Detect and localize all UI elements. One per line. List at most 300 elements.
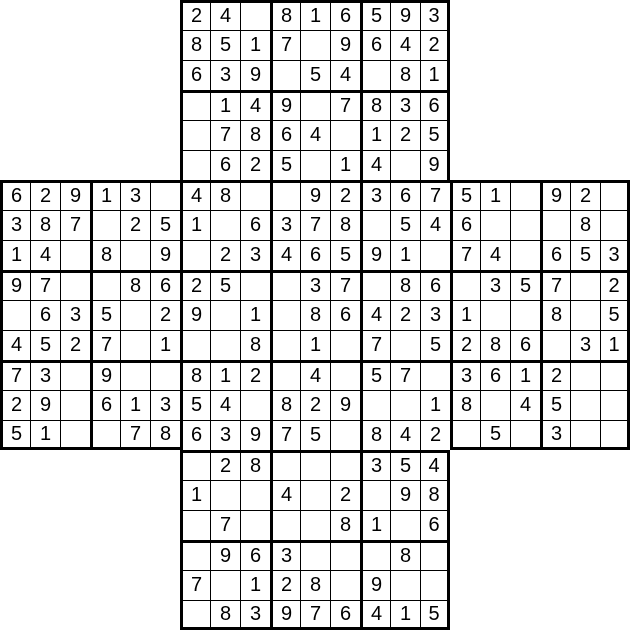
board-gap (150, 540, 180, 570)
board-gap (510, 450, 540, 480)
sudoku-cell-r4-c6[interactable] (180, 120, 210, 150)
sudoku-cell-r1-c12: 6 (360, 30, 390, 60)
sudoku-cell-r16-c12[interactable] (360, 480, 390, 510)
sudoku-cell-r8-c17[interactable] (510, 240, 540, 270)
sudoku-cell-r10-c12: 4 (360, 300, 390, 330)
board-gap (30, 570, 60, 600)
sudoku-cell-r3-c6[interactable] (180, 90, 210, 120)
sudoku-cell-r7-c3[interactable] (90, 210, 120, 240)
sudoku-cell-r20-c13: 1 (390, 600, 420, 630)
board-gap (450, 30, 480, 60)
sudoku-cell-r5-c9: 5 (270, 150, 300, 180)
sudoku-cell-r14-c5: 8 (150, 420, 180, 450)
sudoku-cell-r14-c7: 3 (210, 420, 240, 450)
sudoku-cell-r7-c11: 8 (330, 210, 360, 240)
sudoku-cell-r7-c14: 4 (420, 210, 450, 240)
sudoku-cell-r16-c11: 2 (330, 480, 360, 510)
sudoku-cell-r2-c13: 8 (390, 60, 420, 90)
sudoku-cell-r15-c9[interactable] (270, 450, 300, 480)
sudoku-cell-r7-c9: 3 (270, 210, 300, 240)
board-gap (150, 30, 180, 60)
sudoku-cell-r12-c9[interactable] (270, 360, 300, 390)
sudoku-cell-r9-c17: 5 (510, 270, 540, 300)
sudoku-cell-r5-c10[interactable] (300, 150, 330, 180)
board-gap (0, 450, 30, 480)
board-gap (90, 30, 120, 60)
sudoku-cell-r3-c10[interactable] (300, 90, 330, 120)
sudoku-cell-r8-c7: 2 (210, 240, 240, 270)
sudoku-cell-r1-c7: 5 (210, 30, 240, 60)
sudoku-cell-r8-c18: 6 (540, 240, 570, 270)
sudoku-cell-r7-c0: 3 (0, 210, 30, 240)
sudoku-cell-r11-c14: 5 (420, 330, 450, 360)
board-gap (0, 510, 30, 540)
sudoku-cell-r7-c4: 2 (120, 210, 150, 240)
sudoku-cell-r15-c6[interactable] (180, 450, 210, 480)
board-gap (510, 0, 540, 30)
board-gap (90, 570, 120, 600)
sudoku-cell-r7-c17[interactable] (510, 210, 540, 240)
sudoku-cell-r14-c11[interactable] (330, 420, 360, 450)
sudoku-cell-r14-c18: 3 (540, 420, 570, 450)
board-gap (540, 90, 570, 120)
sudoku-cell-r8-c3: 8 (90, 240, 120, 270)
sudoku-cell-r17-c8[interactable] (240, 510, 270, 540)
board-gap (60, 480, 90, 510)
sudoku-cell-r7-c18[interactable] (540, 210, 570, 240)
sudoku-cell-r18-c7: 9 (210, 540, 240, 570)
board-gap (0, 150, 30, 180)
sudoku-cell-r12-c2[interactable] (60, 360, 90, 390)
sudoku-cell-r12-c5[interactable] (150, 360, 180, 390)
sudoku-cell-r6-c0: 6 (0, 180, 30, 210)
board-gap (150, 510, 180, 540)
sudoku-cell-r6-c8[interactable] (240, 180, 270, 210)
sudoku-cell-r8-c20: 3 (600, 240, 630, 270)
sudoku-cell-r10-c10: 8 (300, 300, 330, 330)
sudoku-cell-r12-c13: 7 (390, 360, 420, 390)
board-gap (540, 600, 570, 630)
sudoku-cell-r4-c10: 4 (300, 120, 330, 150)
sudoku-cell-r11-c17: 6 (510, 330, 540, 360)
sudoku-cell-r10-c7[interactable] (210, 300, 240, 330)
sudoku-cell-r9-c15[interactable] (450, 270, 480, 300)
board-gap (600, 30, 630, 60)
sudoku-cell-r13-c15: 8 (450, 390, 480, 420)
sudoku-cell-r6-c16: 1 (480, 180, 510, 210)
sudoku-cell-r0-c9: 8 (270, 0, 300, 30)
sudoku-cell-r12-c11[interactable] (330, 360, 360, 390)
sudoku-cell-r11-c2: 2 (60, 330, 90, 360)
board-gap (570, 0, 600, 30)
sudoku-cell-r14-c9: 7 (270, 420, 300, 450)
sudoku-cell-r1-c6: 8 (180, 30, 210, 60)
sudoku-cell-r2-c12[interactable] (360, 60, 390, 90)
sudoku-cell-r13-c12[interactable] (360, 390, 390, 420)
board-gap (60, 570, 90, 600)
board-gap (480, 90, 510, 120)
sudoku-cell-r9-c6: 2 (180, 270, 210, 300)
board-gap (600, 600, 630, 630)
sudoku-cell-r6-c12: 3 (360, 180, 390, 210)
sudoku-cell-r15-c14: 4 (420, 450, 450, 480)
board-gap (600, 120, 630, 150)
sudoku-cell-r9-c9[interactable] (270, 270, 300, 300)
sudoku-cell-r20-c14: 5 (420, 600, 450, 630)
sudoku-cell-r0-c7: 4 (210, 0, 240, 30)
sudoku-cell-r10-c3: 5 (90, 300, 120, 330)
sudoku-cell-r0-c8[interactable] (240, 0, 270, 30)
sudoku-cell-r6-c9[interactable] (270, 180, 300, 210)
board-gap (90, 480, 120, 510)
sudoku-cell-r8-c15: 7 (450, 240, 480, 270)
board-gap (570, 450, 600, 480)
board-gap (450, 60, 480, 90)
board-gap (570, 120, 600, 150)
sudoku-cell-r14-c4: 7 (120, 420, 150, 450)
sudoku-cell-r2-c6: 6 (180, 60, 210, 90)
sudoku-cell-r11-c18[interactable] (540, 330, 570, 360)
sudoku-cell-r12-c8: 2 (240, 360, 270, 390)
sudoku-cell-r8-c10: 6 (300, 240, 330, 270)
board-gap (450, 120, 480, 150)
sudoku-cell-r12-c6: 8 (180, 360, 210, 390)
sudoku-cell-r13-c19[interactable] (570, 390, 600, 420)
sudoku-cell-r8-c14[interactable] (420, 240, 450, 270)
sudoku-cell-r18-c9: 3 (270, 540, 300, 570)
board-gap (120, 0, 150, 30)
board-gap (60, 540, 90, 570)
sudoku-cell-r9-c16: 3 (480, 270, 510, 300)
sudoku-cell-r4-c13: 2 (390, 120, 420, 150)
sudoku-cell-r10-c4[interactable] (120, 300, 150, 330)
sudoku-cell-r11-c1: 5 (30, 330, 60, 360)
sudoku-cell-r17-c9[interactable] (270, 510, 300, 540)
board-gap (540, 480, 570, 510)
sudoku-cell-r16-c8[interactable] (240, 480, 270, 510)
board-gap (30, 540, 60, 570)
board-gap (0, 600, 30, 630)
board-gap (90, 450, 120, 480)
sudoku-cell-r13-c18: 5 (540, 390, 570, 420)
board-gap (570, 480, 600, 510)
board-gap (540, 60, 570, 90)
sudoku-cell-r20-c6[interactable] (180, 600, 210, 630)
board-gap (510, 570, 540, 600)
sudoku-cell-r15-c10[interactable] (300, 450, 330, 480)
board-gap (120, 90, 150, 120)
sudoku-cell-r14-c15[interactable] (450, 420, 480, 450)
board-gap (60, 30, 90, 60)
sudoku-cell-r9-c2[interactable] (60, 270, 90, 300)
sudoku-cell-r18-c6[interactable] (180, 540, 210, 570)
board-gap (540, 120, 570, 150)
sudoku-cell-r11-c9[interactable] (270, 330, 300, 360)
sudoku-cell-r14-c2[interactable] (60, 420, 90, 450)
board-gap (480, 150, 510, 180)
sudoku-cell-r6-c2: 9 (60, 180, 90, 210)
sudoku-cell-r16-c7[interactable] (210, 480, 240, 510)
board-gap (450, 150, 480, 180)
sudoku-cell-r11-c13[interactable] (390, 330, 420, 360)
board-gap (90, 60, 120, 90)
sudoku-cell-r11-c19: 3 (570, 330, 600, 360)
sudoku-cell-r10-c17[interactable] (510, 300, 540, 330)
board-gap (540, 150, 570, 180)
sudoku-cell-r4-c14: 5 (420, 120, 450, 150)
sudoku-cell-r9-c19[interactable] (570, 270, 600, 300)
board-gap (150, 60, 180, 90)
board-gap (600, 480, 630, 510)
sudoku-cell-r1-c13: 4 (390, 30, 420, 60)
sudoku-cell-r8-c4[interactable] (120, 240, 150, 270)
sudoku-cell-r13-c16[interactable] (480, 390, 510, 420)
sudoku-cell-r14-c6: 6 (180, 420, 210, 450)
sudoku-cell-r10-c16[interactable] (480, 300, 510, 330)
sudoku-cell-r13-c8[interactable] (240, 390, 270, 420)
sudoku-cell-r3-c11: 7 (330, 90, 360, 120)
sudoku-cell-r14-c20[interactable] (600, 420, 630, 450)
sudoku-cell-r7-c12[interactable] (360, 210, 390, 240)
sudoku-cell-r4-c11[interactable] (330, 120, 360, 150)
sudoku-cell-r14-c17[interactable] (510, 420, 540, 450)
sudoku-cell-r7-c20[interactable] (600, 210, 630, 240)
sudoku-cell-r12-c14[interactable] (420, 360, 450, 390)
board-gap (30, 510, 60, 540)
sudoku-cell-r20-c10: 7 (300, 600, 330, 630)
sudoku-cell-r10-c8: 1 (240, 300, 270, 330)
sudoku-cell-r20-c12: 4 (360, 600, 390, 630)
sudoku-cell-r14-c16: 5 (480, 420, 510, 450)
sudoku-cell-r17-c13[interactable] (390, 510, 420, 540)
sudoku-cell-r18-c12[interactable] (360, 540, 390, 570)
sudoku-cell-r14-c19[interactable] (570, 420, 600, 450)
board-gap (30, 0, 60, 30)
sudoku-cell-r7-c16[interactable] (480, 210, 510, 240)
sudoku-cell-r15-c12: 3 (360, 450, 390, 480)
sudoku-cell-r13-c2[interactable] (60, 390, 90, 420)
sudoku-cell-r0-c12: 5 (360, 0, 390, 30)
sudoku-cell-r15-c8: 8 (240, 450, 270, 480)
sudoku-cell-r8-c9: 4 (270, 240, 300, 270)
sudoku-cell-r15-c7: 2 (210, 450, 240, 480)
sudoku-cell-r9-c13: 8 (390, 270, 420, 300)
sudoku-cell-r2-c9[interactable] (270, 60, 300, 90)
board-gap (120, 120, 150, 150)
board-gap (90, 90, 120, 120)
sudoku-cell-r19-c11[interactable] (330, 570, 360, 600)
sudoku-cell-r0-c6: 2 (180, 0, 210, 30)
sudoku-cell-r6-c5[interactable] (150, 180, 180, 210)
sudoku-cell-r12-c17: 1 (510, 360, 540, 390)
board-gap (0, 0, 30, 30)
sudoku-cell-r16-c10[interactable] (300, 480, 330, 510)
sudoku-cell-r8-c2[interactable] (60, 240, 90, 270)
sudoku-cell-r7-c13: 5 (390, 210, 420, 240)
board-gap (600, 150, 630, 180)
sudoku-cell-r10-c0[interactable] (0, 300, 30, 330)
sudoku-cell-r5-c12: 4 (360, 150, 390, 180)
sudoku-cell-r12-c10: 4 (300, 360, 330, 390)
board-gap (150, 0, 180, 30)
board-gap (90, 600, 120, 630)
sudoku-cell-r8-c0: 1 (0, 240, 30, 270)
board-gap (570, 90, 600, 120)
sudoku-cell-r1-c10[interactable] (300, 30, 330, 60)
sudoku-cell-r6-c4: 3 (120, 180, 150, 210)
sudoku-cell-r5-c8: 2 (240, 150, 270, 180)
sudoku-cell-r6-c17[interactable] (510, 180, 540, 210)
sudoku-cell-r12-c15: 3 (450, 360, 480, 390)
board-gap (120, 540, 150, 570)
sudoku-cell-r11-c10: 1 (300, 330, 330, 360)
board-gap (600, 450, 630, 480)
board-gap (60, 510, 90, 540)
board-gap (0, 90, 30, 120)
sudoku-cell-r14-c1: 1 (30, 420, 60, 450)
sudoku-cell-r18-c14[interactable] (420, 540, 450, 570)
sudoku-cell-r16-c9: 4 (270, 480, 300, 510)
sudoku-cell-r6-c20[interactable] (600, 180, 630, 210)
sudoku-cell-r5-c13[interactable] (390, 150, 420, 180)
sudoku-cell-r12-c7: 1 (210, 360, 240, 390)
board-gap (450, 570, 480, 600)
board-gap (60, 150, 90, 180)
board-gap (600, 540, 630, 570)
sudoku-cell-r10-c14: 3 (420, 300, 450, 330)
sudoku-cell-r13-c20[interactable] (600, 390, 630, 420)
board-gap (540, 450, 570, 480)
sudoku-cell-r11-c16: 8 (480, 330, 510, 360)
sudoku-cell-r9-c1: 7 (30, 270, 60, 300)
board-gap (0, 60, 30, 90)
board-gap (570, 540, 600, 570)
sudoku-cell-r18-c10[interactable] (300, 540, 330, 570)
board-gap (90, 510, 120, 540)
board-gap (480, 510, 510, 540)
sudoku-cell-r11-c7[interactable] (210, 330, 240, 360)
board-gap (510, 90, 540, 120)
sudoku-cell-r3-c13: 3 (390, 90, 420, 120)
sudoku-cell-r11-c11[interactable] (330, 330, 360, 360)
board-gap (120, 480, 150, 510)
board-gap (150, 600, 180, 630)
sudoku-cell-r14-c0: 5 (0, 420, 30, 450)
sudoku-cell-r10-c19[interactable] (570, 300, 600, 330)
sudoku-cell-r20-c8: 3 (240, 600, 270, 630)
sudoku-cell-r15-c13: 5 (390, 450, 420, 480)
sudoku-cell-r7-c10: 7 (300, 210, 330, 240)
sudoku-cell-r18-c11[interactable] (330, 540, 360, 570)
sudoku-cell-r9-c3[interactable] (90, 270, 120, 300)
sudoku-cell-r9-c5: 6 (150, 270, 180, 300)
sudoku-cell-r9-c4: 8 (120, 270, 150, 300)
sudoku-cell-r12-c19[interactable] (570, 360, 600, 390)
sudoku-cell-r7-c19: 8 (570, 210, 600, 240)
board-gap (150, 90, 180, 120)
sudoku-cell-r14-c3[interactable] (90, 420, 120, 450)
board-gap (540, 510, 570, 540)
sudoku-cell-r11-c0: 4 (0, 330, 30, 360)
board-gap (570, 600, 600, 630)
sudoku-cell-r19-c7[interactable] (210, 570, 240, 600)
sudoku-cell-r11-c6[interactable] (180, 330, 210, 360)
sudoku-cell-r7-c15: 6 (450, 210, 480, 240)
sudoku-cell-r11-c4[interactable] (120, 330, 150, 360)
sudoku-cell-r6-c6: 4 (180, 180, 210, 210)
sudoku-cell-r12-c18: 2 (540, 360, 570, 390)
sudoku-cell-r16-c14: 8 (420, 480, 450, 510)
sudoku-cell-r13-c6: 5 (180, 390, 210, 420)
sudoku-cell-r13-c7: 4 (210, 390, 240, 420)
sudoku-cell-r5-c6[interactable] (180, 150, 210, 180)
board-gap (480, 30, 510, 60)
sudoku-cell-r7-c2: 7 (60, 210, 90, 240)
sudoku-cell-r10-c9[interactable] (270, 300, 300, 330)
sudoku-cell-r9-c8[interactable] (240, 270, 270, 300)
board-gap (90, 0, 120, 30)
board-gap (600, 0, 630, 30)
board-gap (450, 0, 480, 30)
board-gap (510, 540, 540, 570)
sudoku-cell-r19-c10: 8 (300, 570, 330, 600)
sudoku-cell-r8-c6[interactable] (180, 240, 210, 270)
sudoku-cell-r19-c14[interactable] (420, 570, 450, 600)
sudoku-cell-r15-c11[interactable] (330, 450, 360, 480)
board-gap (0, 30, 30, 60)
sudoku-cell-r17-c10[interactable] (300, 510, 330, 540)
sudoku-cell-r3-c14: 6 (420, 90, 450, 120)
sudoku-cell-r6-c18: 9 (540, 180, 570, 210)
board-gap (60, 450, 90, 480)
sudoku-cell-r16-c6: 1 (180, 480, 210, 510)
sudoku-cell-r7-c5: 5 (150, 210, 180, 240)
sudoku-cell-r12-c16: 6 (480, 360, 510, 390)
sudoku-cell-r4-c12: 1 (360, 120, 390, 150)
board-gap (30, 60, 60, 90)
board-gap (150, 480, 180, 510)
board-gap (570, 60, 600, 90)
board-gap (0, 480, 30, 510)
sudoku-cell-r7-c7[interactable] (210, 210, 240, 240)
sudoku-cell-r14-c13: 4 (390, 420, 420, 450)
sudoku-cell-r19-c13[interactable] (390, 570, 420, 600)
sudoku-cell-r1-c14: 2 (420, 30, 450, 60)
sudoku-cell-r11-c3: 7 (90, 330, 120, 360)
sudoku-cell-r12-c3: 9 (90, 360, 120, 390)
board-gap (480, 540, 510, 570)
board-gap (540, 540, 570, 570)
sudoku-cell-r8-c5: 9 (150, 240, 180, 270)
sudoku-cell-r8-c11: 5 (330, 240, 360, 270)
sudoku-cell-r0-c14: 3 (420, 0, 450, 30)
sudoku-cell-r12-c4[interactable] (120, 360, 150, 390)
board-gap (60, 120, 90, 150)
sudoku-cell-r9-c7: 5 (210, 270, 240, 300)
sudoku-cell-r13-c13[interactable] (390, 390, 420, 420)
sudoku-cell-r9-c12[interactable] (360, 270, 390, 300)
sudoku-cell-r2-c11: 4 (330, 60, 360, 90)
sudoku-cell-r17-c6[interactable] (180, 510, 210, 540)
sudoku-cell-r13-c11: 9 (330, 390, 360, 420)
sudoku-cell-r12-c20[interactable] (600, 360, 630, 390)
sudoku-cell-r2-c14: 1 (420, 60, 450, 90)
sudoku-cell-r5-c14: 9 (420, 150, 450, 180)
board-gap (150, 150, 180, 180)
sudoku-cell-r4-c9: 6 (270, 120, 300, 150)
sudoku-cell-r11-c20: 1 (600, 330, 630, 360)
board-gap (570, 570, 600, 600)
